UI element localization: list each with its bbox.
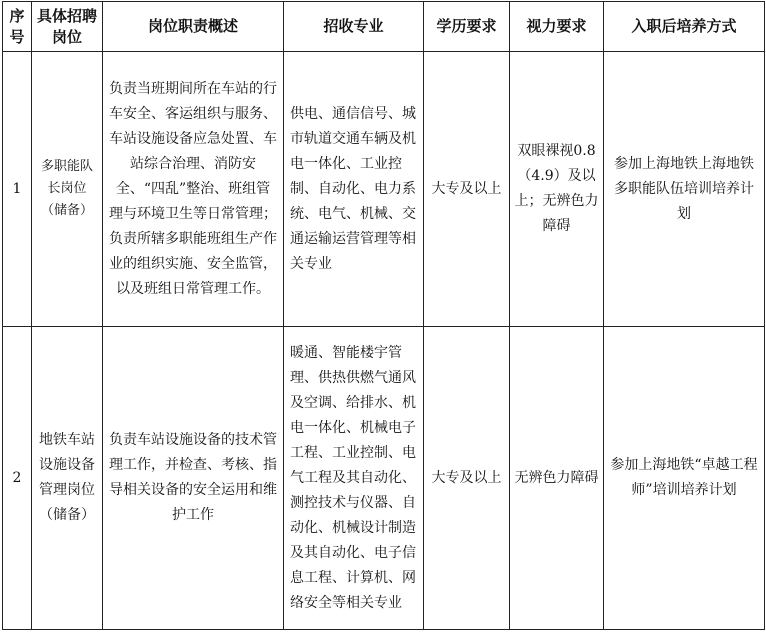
header-education: 学历要求 <box>424 2 510 52</box>
header-row <box>3 2 765 52</box>
cell-duties: 负责车站设施设备的技术管理工作，并检查、考核、指导相关设备的安全运用和维护工作 <box>103 327 284 630</box>
cell-vision: 无辨色力障碍 <box>510 327 604 630</box>
cell-position: 多职能队长岗位（储备） <box>32 52 103 327</box>
table-row <box>3 327 765 630</box>
cell-no: 1 <box>3 52 32 327</box>
cell-majors: 供电、通信信号、城市轨道交通车辆及机电一体化、工业控制、自动化、电力系统、电气、机械、交通运输运营管理等相关专业 <box>284 52 424 327</box>
cell-training: 参加上海地铁上海地铁多职能队伍培训培养计划 <box>604 52 765 327</box>
header-vision: 视力要求 <box>510 2 604 52</box>
header-majors: 招收专业 <box>284 2 424 52</box>
cell-majors: 暖通、智能楼宇管理、供热供燃气通风及空调、给排水、机电一体化、机械电子工程、工业控制、电气工程及其自动化、测控技术与仪器、自动化、机械设计制造及其自动化、电子信息工程、计算机、网络安全等相关专业 <box>284 327 424 630</box>
cell-training: 参加上海地铁“卓越工程师”培训培养计划 <box>604 327 765 630</box>
cell-vision: 双眼裸视0.8（4.9）及以上；无辨色力障碍 <box>510 52 604 327</box>
header-no: 序号 <box>3 2 32 52</box>
header-training: 入职后培养方式 <box>604 2 765 52</box>
recruitment-table <box>2 1 765 630</box>
header-duties: 岗位职责概述 <box>103 2 284 52</box>
cell-education: 大专及以上 <box>424 52 510 327</box>
table-row <box>3 52 765 327</box>
header-position: 具体招聘岗位 <box>32 2 103 52</box>
cell-duties: 负责当班期间所在车站的行车安全、客运组织与服务、车站设施设备应急处置、车站综合治理、消防安全、“四乱”整治、班组管理与环境卫生等日常管理；负责所辖多职能班组生产作业的组织实施、安全监管，以及班组日常管理工作。 <box>103 52 284 327</box>
cell-position: 地铁车站设施设备管理岗位（储备） <box>32 327 103 630</box>
cell-no: 2 <box>3 327 32 630</box>
cell-education: 大专及以上 <box>424 327 510 630</box>
